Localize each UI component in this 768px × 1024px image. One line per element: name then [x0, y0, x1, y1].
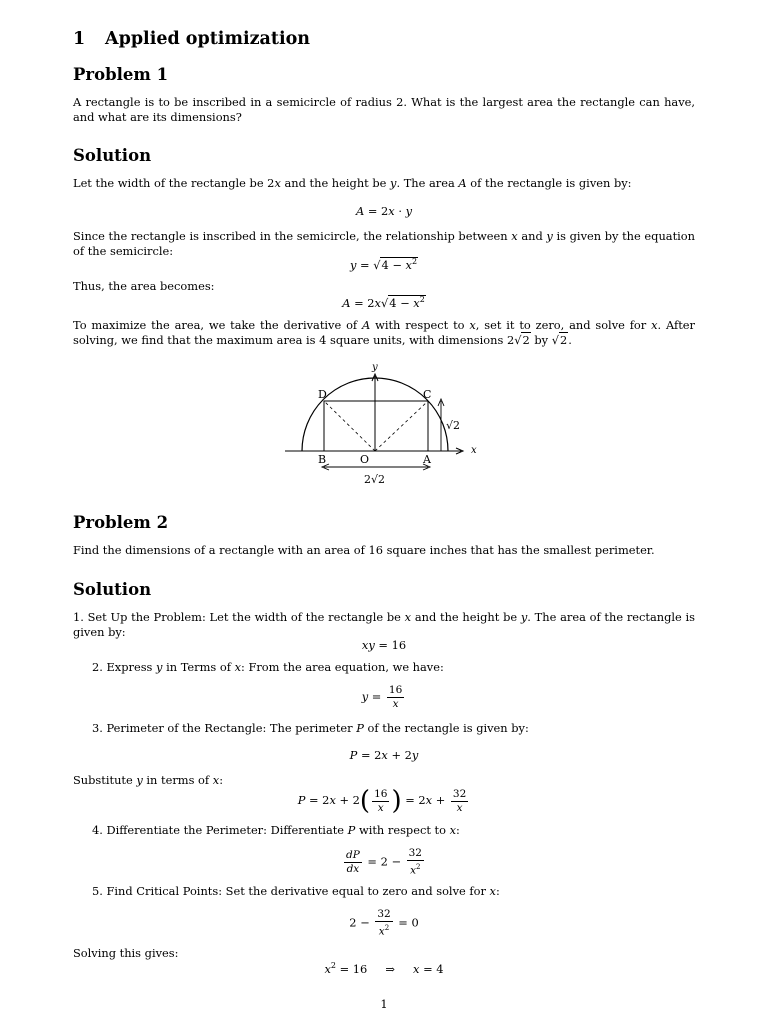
equation-solution: $x^2 = 16$ ⇒ x = 4 — [324, 961, 444, 976]
label-width: 2√2 — [364, 473, 386, 486]
label-height: √2 — [446, 419, 461, 432]
label-C: C — [423, 388, 432, 401]
radius-to-C — [375, 401, 428, 451]
equation-semicircle: $y = √4 - x^2$ — [349, 257, 418, 272]
equation-area: A = 2x · y — [355, 204, 413, 218]
equation-derivative: $\frac{dP}{dx}$ = 2 − $\frac{32}{x^2}$ — [346, 847, 422, 877]
semicircle-figure — [273, 358, 563, 490]
label-D: D — [318, 388, 327, 401]
equation-perimeter-substituted: P = 2x + 2( $\frac{16}{x}$ ) = 2x + $\frac{32}{x}$ — [297, 786, 467, 816]
problem1-statement: A rectangle is to be inscribed in a semicircle of radius 2. What is the largest area the rectangle can have, and what are its dimensions? — [73, 95, 695, 124]
problem2-heading: Problem 2 — [73, 513, 169, 532]
substitute-text: Substitute y in terms of x: — [73, 773, 224, 787]
solution2-heading: Solution — [73, 580, 152, 599]
equation-area-x: $A = 2x√4 - x^2$ — [342, 295, 425, 310]
step-2: 2. Express y in Terms of x: From the area equation, we have: — [92, 660, 444, 674]
page-number: 1 — [380, 997, 388, 1011]
solution1-paragraph-4: To maximize the area, we take the derivative of A with respect to x, set it to zero, and solve for x. After solving, we find that the maximum area is 4 square units, with dimensions 2√2 by √2. — [73, 318, 695, 347]
label-O: O — [360, 453, 370, 466]
step-1: 1. Set Up the Problem: Let the width of the rectangle be x and the height be y. The area of the rectangle is given by: — [73, 610, 696, 639]
solution1-paragraph-1: Let the width of the rectangle be 2x and the height be y. The area A of the rectangle is given by: — [73, 176, 632, 190]
section-number: 1 — [73, 29, 86, 49]
section-title-text: Applied optimization — [105, 29, 311, 49]
equation-critical: 2 − $\frac{32}{x^2}$ = 0 — [349, 908, 419, 938]
solving-text: Solving this gives: — [73, 946, 179, 960]
problem2-statement: Find the dimensions of a rectangle with an area of 16 square inches that has the smallest perimeter. — [73, 543, 655, 557]
page — [73, 0, 695, 1024]
problem1-heading: Problem 1 — [73, 65, 169, 84]
step-5: 5. Find Critical Points: Set the derivative equal to zero and solve for x: — [92, 884, 500, 898]
radius-to-D — [324, 401, 375, 451]
label-A: A — [423, 453, 431, 466]
solution1-heading: Solution — [73, 146, 152, 165]
section-title — [73, 29, 310, 49]
label-x-axis: x — [471, 445, 477, 456]
solution1-paragraph-3: Thus, the area becomes: — [73, 279, 215, 293]
solution1-paragraph-2: Since the rectangle is inscribed in the semicircle, the relationship between x and y is given by the equation of the semicircle: — [73, 229, 695, 258]
step-4: 4. Differentiate the Perimeter: Differentiate P with respect to x: — [92, 823, 460, 837]
equation-xy: xy = 16 — [361, 638, 407, 652]
inscribed-rectangle — [324, 401, 428, 451]
label-y-axis: y — [372, 362, 378, 373]
equation-y: y = $\frac{16}{x}$ — [361, 684, 403, 710]
step-3: 3. Perimeter of the Rectangle: The perimeter P of the rectangle is given by: — [92, 721, 529, 735]
label-B: B — [318, 453, 327, 466]
equation-perimeter: P = 2x + 2y — [349, 748, 419, 762]
